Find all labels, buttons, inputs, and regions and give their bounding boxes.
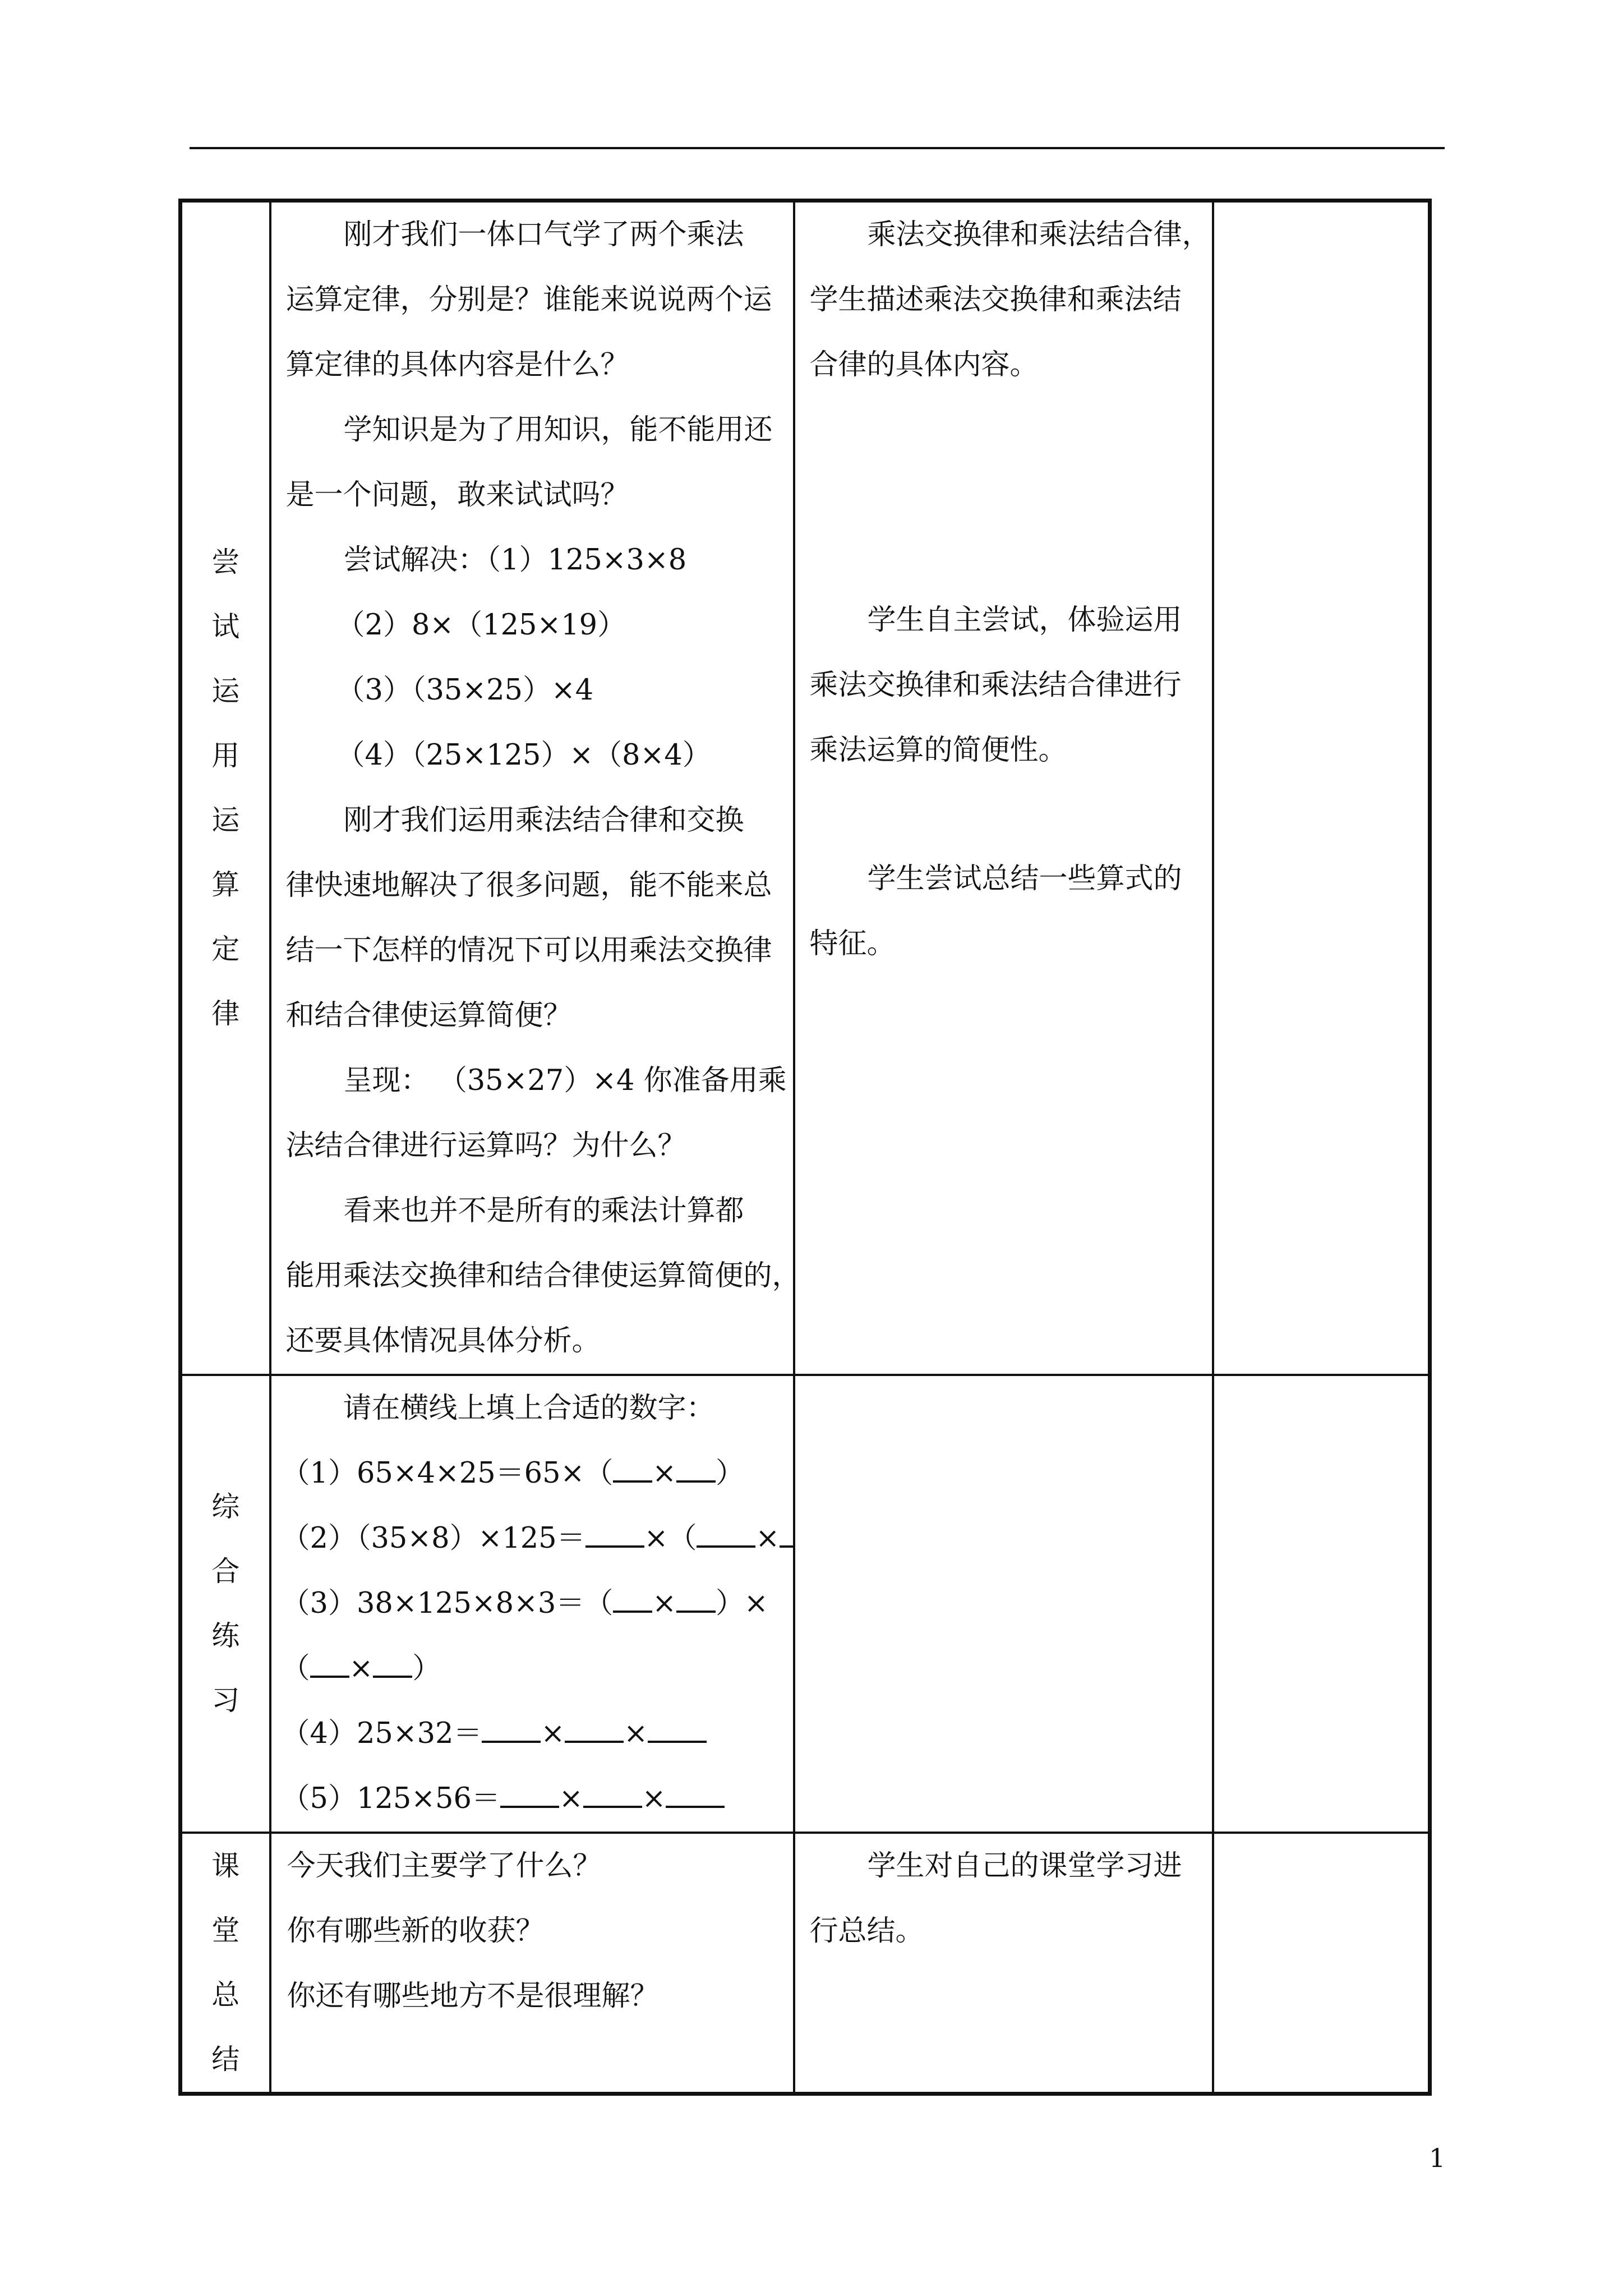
answer-blank[interactable] [613, 1453, 652, 1483]
teacher-line: 结一下怎样的情况下可以用乘法交换律 [285, 934, 772, 967]
student-line: 合律的具体内容。 [809, 348, 1039, 381]
student-activity-cell [794, 1375, 1213, 1833]
answer-blank[interactable] [676, 1453, 716, 1483]
answer-blank[interactable] [780, 1519, 794, 1548]
student-activity-cell [794, 201, 1213, 1375]
student-line: 乘法运算的简便性。 [809, 734, 1067, 767]
teacher-line: 是一个问题，敢来试试吗？ [285, 478, 629, 512]
teacher-line: 今天我们主要学了什么？ [287, 1849, 602, 1883]
answer-blank[interactable] [666, 1779, 725, 1808]
teacher-line: 能用乘法交换律和结合律使运算简便的， [285, 1259, 801, 1292]
lesson-plan-table [178, 199, 1432, 2096]
answer-blank[interactable] [373, 1649, 412, 1678]
teacher-line: 你还有哪些地方不是很理解？ [287, 1980, 659, 2013]
notes-cell [1213, 1375, 1430, 1833]
answer-blank[interactable] [310, 1649, 349, 1678]
teacher-line: 运算定律，分别是？谁能来说说两个运 [285, 283, 772, 316]
stage-cell [181, 1375, 270, 1833]
student-line: 行总结。 [809, 1915, 924, 1948]
exercise-line: （3）38×125×8×3＝（ × ）× [282, 1571, 783, 1636]
exercise-intro: 请在横线上填上合适的数字： [343, 1392, 715, 1425]
student-line: 学生自主尝试，体验运用 [867, 604, 1182, 637]
teacher-line: （4）（25×125）×（8×4） [336, 739, 711, 772]
stage-cell [181, 1833, 270, 2094]
exercise-line: （1）65×4×25＝65×（ × ） [282, 1441, 783, 1506]
answer-blank[interactable] [613, 1584, 652, 1613]
answer-blank[interactable] [648, 1714, 707, 1743]
stage-label: 课堂总结 [211, 1849, 240, 2076]
exercise-line: （ × ） [282, 1636, 783, 1701]
answer-blank[interactable] [585, 1519, 644, 1548]
stage-label: 尝试运用运算定律 [211, 546, 240, 1030]
table-row [181, 1833, 1430, 2094]
exercise-cell [270, 1375, 794, 1833]
answer-blank[interactable] [482, 1714, 541, 1743]
teacher-line: 你有哪些新的收获？ [287, 1915, 545, 1948]
student-activity-cell [794, 1833, 1213, 2094]
teacher-line: 刚才我们一体口气学了两个乘法 [343, 218, 744, 251]
teacher-line: 和结合律使运算简便？ [285, 999, 572, 1032]
answer-blank[interactable] [583, 1779, 642, 1808]
notes-cell [1213, 1833, 1430, 2094]
page-number: 1 [1429, 2143, 1446, 2173]
answer-blank[interactable] [565, 1714, 624, 1743]
teacher-line: （3）（35×25）×4 [336, 674, 594, 707]
teacher-line: 尝试解决：（1）125×3×8 [343, 544, 687, 577]
teacher-line: （2）8×（125×19） [336, 609, 626, 642]
answer-blank[interactable] [697, 1519, 755, 1548]
header-rule [190, 147, 1445, 149]
table-row [181, 1375, 1430, 1833]
answer-blank[interactable] [500, 1779, 559, 1808]
student-line: 特征。 [809, 927, 896, 960]
notes-cell [1213, 201, 1430, 1375]
student-line: 学生对自己的课堂学习进 [867, 1849, 1182, 1883]
student-line: 学生描述乘法交换律和乘法结 [809, 283, 1182, 316]
student-line: 乘法交换律和乘法结合律， [867, 218, 1211, 251]
student-line: 乘法交换律和乘法结合律进行 [809, 669, 1182, 702]
exercise-line: （4）25×32＝ × × [282, 1701, 783, 1766]
teacher-line: 看来也并不是所有的乘法计算都 [343, 1194, 744, 1227]
teacher-line: 刚才我们运用乘法结合律和交换 [343, 804, 744, 837]
student-line: 学生尝试总结一些算式的 [867, 862, 1182, 895]
stage-cell [181, 201, 270, 1375]
stage-label: 综合练习 [211, 1490, 240, 1717]
teacher-line: 学知识是为了用知识，能不能用还 [343, 413, 773, 447]
teacher-line: 还要具体情况具体分析。 [285, 1324, 601, 1358]
teacher-activity-cell [270, 201, 801, 1375]
table-row [181, 201, 1430, 1375]
teacher-line: 法结合律进行运算吗？为什么？ [285, 1129, 686, 1162]
exercise-line: （5）125×56＝ × × [282, 1766, 783, 1832]
teacher-line: 算定律的具体内容是什么？ [285, 348, 629, 381]
exercise-line: （2）（35×8）×125＝ ×（ × [282, 1506, 783, 1571]
teacher-line: 呈现： （35×27）×4 你准备用乘 [343, 1064, 787, 1097]
answer-blank[interactable] [676, 1584, 716, 1613]
teacher-line: 律快速地解决了很多问题，能不能来总 [285, 869, 772, 902]
teacher-activity-cell [270, 1833, 794, 2094]
